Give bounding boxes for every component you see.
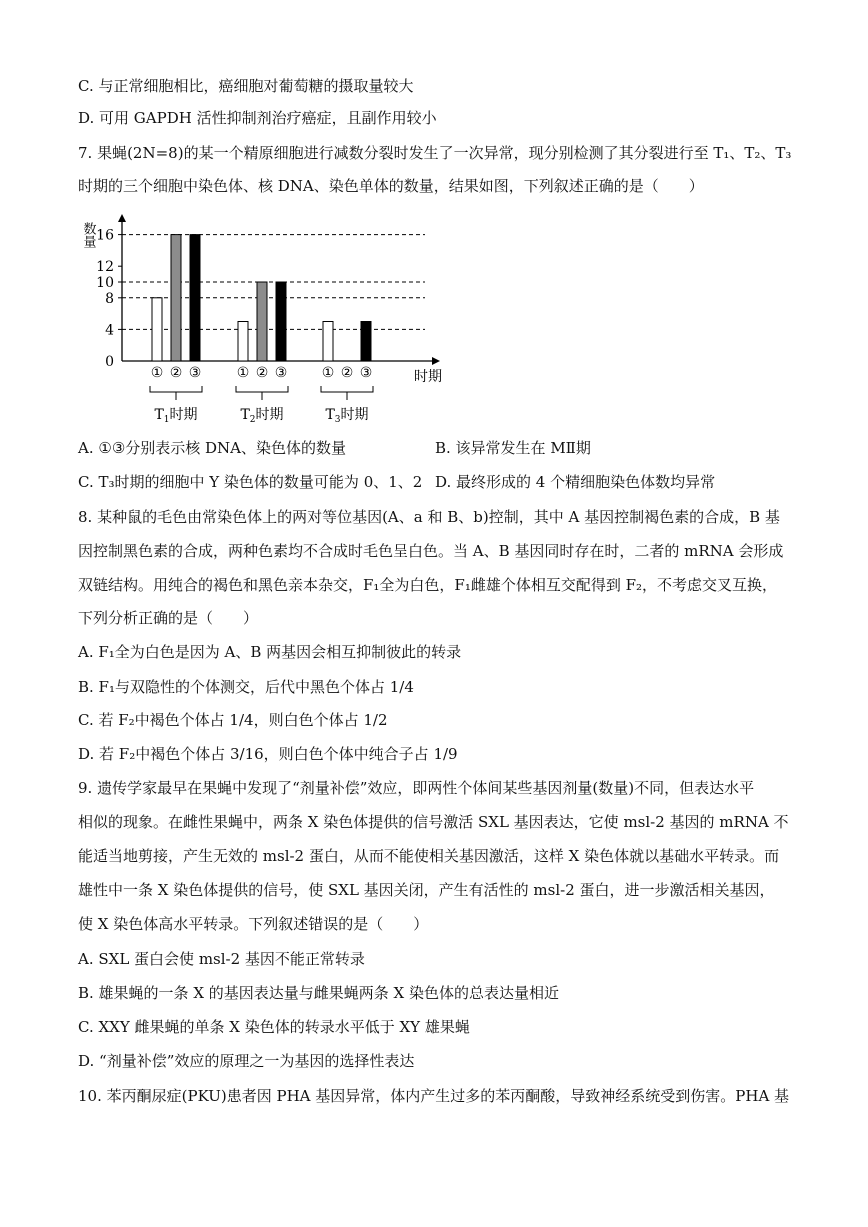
- q9-stem-line3: 能适当地剪接，产生无效的 msl-2 蛋白，从而不能使相关基因激活，这样 X 染色体就以基础水平转录。而: [78, 847, 780, 865]
- y-tick-label: 12: [96, 259, 114, 276]
- q7-stem-line1: 7. 果蝇(2N=8)的某一个精原细胞进行减数分裂时发生了一次异常，现分别检测了其分裂进行至 T₁、T₂、T₃: [78, 144, 792, 162]
- x-axis-arrow: [432, 357, 440, 365]
- y-tick-label: 4: [105, 322, 114, 339]
- bar-number-label: ③: [359, 365, 373, 381]
- y-tick-label: 16: [96, 227, 114, 244]
- group-bracket: [236, 386, 288, 392]
- q8-stem-line4: 下列分析正确的是（ ）: [78, 609, 259, 627]
- bar: [152, 298, 162, 361]
- q8-option-b: B. F₁与双隐性的个体测交，后代中黑色个体占 1/4: [78, 678, 414, 696]
- y-tick-label: 8: [105, 290, 114, 307]
- bar-number-label: ②: [255, 365, 269, 381]
- q9-stem-line1: 9. 遗传学家最早在果蝇中发现了“剂量补偿”效应，即两性个体间某些基因剂量(数量)不同，但表达水平: [78, 779, 755, 797]
- q8-option-a: A. F₁全为白色是因为 A、B 两基因会相互抑制彼此的转录: [78, 643, 462, 661]
- q7-option-c: C. T₃时期的细胞中 Y 染色体的数量可能为 0、1、2: [78, 473, 423, 491]
- bar-number-label: ①: [236, 365, 250, 381]
- bar-number-label: ②: [169, 365, 183, 381]
- bar-number-label: ②: [340, 365, 354, 381]
- q9-stem-line5: 使 X 染色体高水平转录。下列叙述错误的是（ ）: [78, 915, 429, 933]
- q9-option-c: C. XXY 雌果蝇的单条 X 染色体的转录水平低于 XY 雄果蝇: [78, 1018, 470, 1036]
- q7-bar-chart: [78, 208, 458, 428]
- y-axis-label: 数量: [80, 222, 96, 248]
- q8-option-d: D. 若 F₂中褐色个体占 3/16，则白色个体中纯合子占 1/9: [78, 745, 458, 763]
- q7-option-d: D. 最终形成的 4 个精细胞染色体数均异常: [435, 473, 716, 491]
- bar: [171, 235, 181, 361]
- group-label: $T_3$时期: [325, 407, 369, 425]
- group-bracket: [150, 386, 202, 392]
- y-axis-arrow: [118, 214, 126, 222]
- bar: [361, 322, 371, 362]
- q6-option-c: C. 与正常细胞相比，癌细胞对葡萄糖的摄取量较大: [78, 77, 414, 95]
- q7-option-b: B. 该异常发生在 MⅡ期: [435, 439, 591, 457]
- y-tick-label: 10: [96, 275, 114, 291]
- q8-stem-line2: 因控制黑色素的合成，两种色素均不合成时毛色呈白色。当 A、B 基因同时存在时，二者的 mRNA 会形成: [78, 542, 784, 560]
- q9-stem-line2: 相似的现象。在雌性果蝇中，两条 X 染色体提供的信号激活 SXL 基因表达，它使 msl-2 基因的 mRNA 不: [78, 813, 789, 831]
- q8-stem-line1: 8. 某种鼠的毛色由常染色体上的两对等位基因(A、a 和 B、b)控制，其中 A 基因控制褐色素的合成，B 基: [78, 508, 780, 526]
- bar: [238, 322, 248, 362]
- q7-option-a: A. ①③分别表示核 DNA、染色体的数量: [78, 439, 347, 457]
- q6-option-d: D. 可用 GAPDH 活性抑制剂治疗癌症，且副作用较小: [78, 109, 437, 127]
- bar-number-label: ③: [188, 365, 202, 381]
- chart-dashed-lines: [122, 235, 425, 330]
- q10-stem-line1: 10. 苯丙酮尿症(PKU)患者因 PHA 基因异常，体内产生过多的苯丙酮酸，导致神经系统受到伤害。PHA 基: [78, 1087, 790, 1105]
- bar-number-label: ①: [150, 365, 164, 381]
- q9-option-b: B. 雄果蝇的一条 X 的基因表达量与雌果蝇两条 X 染色体的总表达量相近: [78, 984, 559, 1002]
- q9-option-a: A. SXL 蛋白会使 msl-2 基因不能正常转录: [78, 950, 365, 968]
- q7-stem-line2: 时期的三个细胞中染色体、核 DNA、染色单体的数量，结果如图，下列叙述正确的是（ ）: [78, 177, 704, 195]
- bar: [323, 322, 333, 362]
- q9-stem-line4: 雄性中一条 X 染色体提供的信号，使 SXL 基因关闭，产生有活性的 msl-2 蛋白，进一步激活相关基因，: [78, 881, 775, 899]
- bar-number-label: ③: [274, 365, 288, 381]
- q8-stem-line3: 双链结构。用纯合的褐色和黑色亲本杂交，F₁全为白色，F₁雌雄个体相互交配得到 F₂，不考虑交叉互换，: [78, 576, 778, 594]
- q8-option-c: C. 若 F₂中褐色个体占 1/4，则白色个体占 1/2: [78, 711, 388, 729]
- q7-options-row1: [78, 438, 591, 458]
- bar: [190, 235, 200, 361]
- bar: [276, 282, 286, 361]
- group-label: $T_1$时期: [154, 407, 198, 425]
- chart-bars: [152, 235, 371, 361]
- bar: [257, 282, 267, 361]
- group-bracket: [321, 386, 373, 392]
- q7-options-row2: [78, 472, 716, 492]
- x-axis-label: 时期: [414, 369, 442, 385]
- q9-option-d: D. “剂量补偿”效应的原理之一为基因的选择性表达: [78, 1052, 415, 1070]
- bar-number-label: ①: [321, 365, 335, 381]
- y-tick-label: 0: [105, 354, 114, 370]
- group-label: $T_2$时期: [240, 407, 284, 425]
